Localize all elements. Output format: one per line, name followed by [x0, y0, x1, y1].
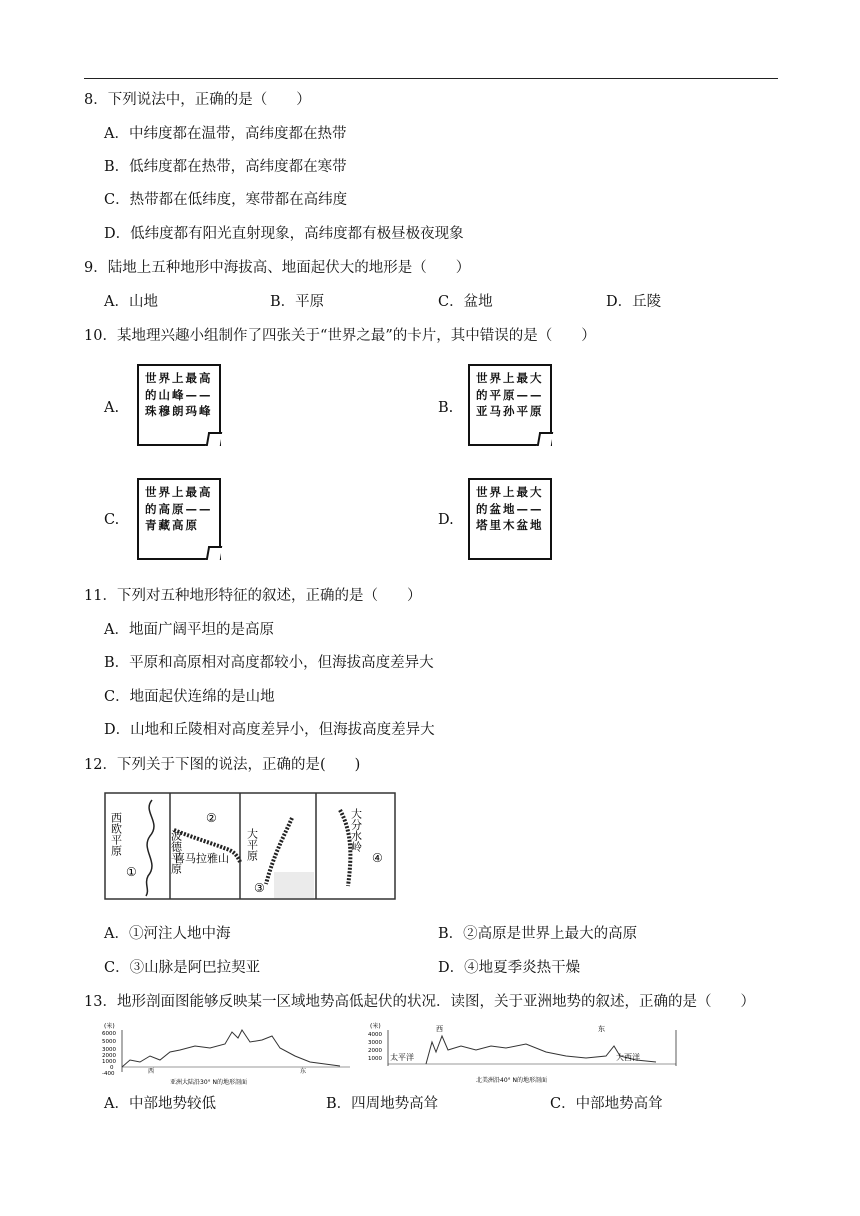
card-fold-icon	[206, 546, 222, 560]
profile-left-tick: 1000	[102, 1059, 116, 1065]
profile-right-east: 东	[598, 1025, 605, 1033]
profile-right-tick: 3000	[368, 1040, 382, 1046]
question-9-stem: 9．陆地上五种地形中海拔高、地面起伏大的地形是（ ）	[84, 260, 471, 276]
profile-left-east: 东	[300, 1068, 307, 1075]
profile-left-tick: 0	[110, 1065, 114, 1071]
map-label-himalaya: 喜马拉雅山	[174, 852, 229, 865]
profile-right-west: 西	[436, 1025, 443, 1033]
question-12-stem: 12．下列关于下图的说法，正确的是( )	[84, 757, 361, 773]
card-a-text: 世界上最高的山峰——珠穆朗玛峰	[145, 371, 213, 418]
profile-left-tick: 2000	[102, 1053, 116, 1059]
question-12-option-b: B．②高原是世界上最大的高原	[438, 926, 638, 942]
card-a-letter: A.	[104, 400, 120, 416]
question-8-option-b: B．低纬度都在热带，高纬度都在寒带	[104, 159, 347, 175]
map-number-3: ③	[254, 881, 265, 895]
question-11-stem: 11．下列对五种地形特征的叙述，正确的是（ ）	[84, 588, 422, 604]
map-label-great-plains: 大平原	[245, 828, 259, 861]
landform-map-figure	[104, 792, 396, 902]
map-number-4: ④	[372, 851, 383, 865]
header-rule	[84, 78, 778, 79]
question-8-option-a: A．中纬度都在温带，高纬度都在热带	[104, 126, 347, 142]
question-9-option-b: B．平原	[270, 294, 325, 310]
question-8-option-d: D．低纬度都有阳光直射现象，高纬度都有极昼极夜现象	[104, 226, 464, 242]
question-12-option-d: D．④地夏季炎热干燥	[438, 960, 581, 976]
profile-left-unit: (米)	[104, 1023, 115, 1030]
question-13-stem: 13．地形剖面图能够反映某一区域地势高低起伏的状况．读图，关于亚洲地势的叙述，正确的是（ ）	[84, 994, 755, 1010]
map-label-great-dividing: 大分水岭	[349, 808, 363, 852]
profile-left-tick: 5000	[102, 1039, 116, 1045]
map-label-poland-plain: 波德平原	[169, 830, 183, 874]
card-fold-icon	[206, 432, 222, 446]
profile-right-tick: 4000	[368, 1032, 382, 1038]
card-b	[468, 364, 552, 446]
question-13-option-c: C．中部地势高耸	[550, 1096, 663, 1112]
profile-left-caption: 亚洲大陆沿30° N的地形剖面	[170, 1079, 248, 1086]
card-fold-icon	[537, 432, 553, 446]
profile-left-tick: 3000	[102, 1047, 116, 1053]
profile-right-ocean-left: 太平洋	[390, 1053, 414, 1062]
asia-profile-figure	[100, 1022, 350, 1088]
north-america-profile-figure	[366, 1022, 680, 1088]
question-9-option-d: D．丘陵	[606, 294, 662, 310]
profile-right-tick: 1000	[368, 1056, 382, 1062]
card-c	[137, 478, 221, 560]
question-13-option-a: A．中部地势较低	[104, 1096, 216, 1112]
card-c-text: 世界上最高的高原——青藏高原	[145, 485, 213, 532]
question-8-option-c: C．热带都在低纬度，寒带都在高纬度	[104, 192, 348, 208]
profile-left-west: 西	[148, 1068, 155, 1075]
question-13-option-b: B．四周地势高耸	[326, 1096, 439, 1112]
question-9-option-a: A．山地	[104, 294, 158, 310]
question-12-option-c: C．③山脉是阿巴拉契亚	[104, 960, 261, 976]
question-8-stem: 8．下列说法中，正确的是（ ）	[84, 92, 311, 108]
profile-right-unit: (米)	[370, 1023, 381, 1030]
map-label-west-europe-text: 西欧平原	[109, 812, 123, 856]
profile-left-tick: 6000	[102, 1031, 116, 1037]
card-b-text: 世界上最大的平原——亚马孙平原	[476, 371, 544, 418]
map-number-1: ①	[126, 865, 137, 879]
map-label-west-europe	[110, 812, 123, 856]
map-number-2: ②	[206, 811, 217, 825]
card-d	[468, 478, 552, 560]
question-10-stem: 10．某地理兴趣小组制作了四张关于“世界之最”的卡片，其中错误的是（ ）	[84, 328, 596, 344]
card-b-letter: B.	[438, 400, 454, 416]
question-9-option-c: C．盆地	[438, 294, 493, 310]
profile-right-caption: 北美洲沿40° N的地形剖面	[476, 1077, 548, 1084]
question-11-option-b: B．平原和高原相对高度都较小，但海拔高度差异大	[104, 655, 434, 671]
card-d-letter: D.	[438, 512, 454, 528]
profile-left-tick: -400	[102, 1071, 115, 1077]
card-c-letter: C.	[104, 512, 120, 528]
card-d-text: 世界上最大的盆地——塔里木盆地	[476, 485, 544, 532]
profile-right-ocean-right: 大西洋	[616, 1053, 640, 1062]
question-11-option-d: D．山地和丘陵相对高度差异小，但海拔高度差异大	[104, 722, 435, 738]
question-12-option-a: A．①河注人地中海	[104, 926, 231, 942]
profile-right-tick: 2000	[368, 1048, 382, 1054]
card-a	[137, 364, 221, 446]
question-11-option-c: C．地面起伏连绵的是山地	[104, 689, 275, 705]
question-11-option-a: A．地面广阔平坦的是高原	[104, 622, 274, 638]
